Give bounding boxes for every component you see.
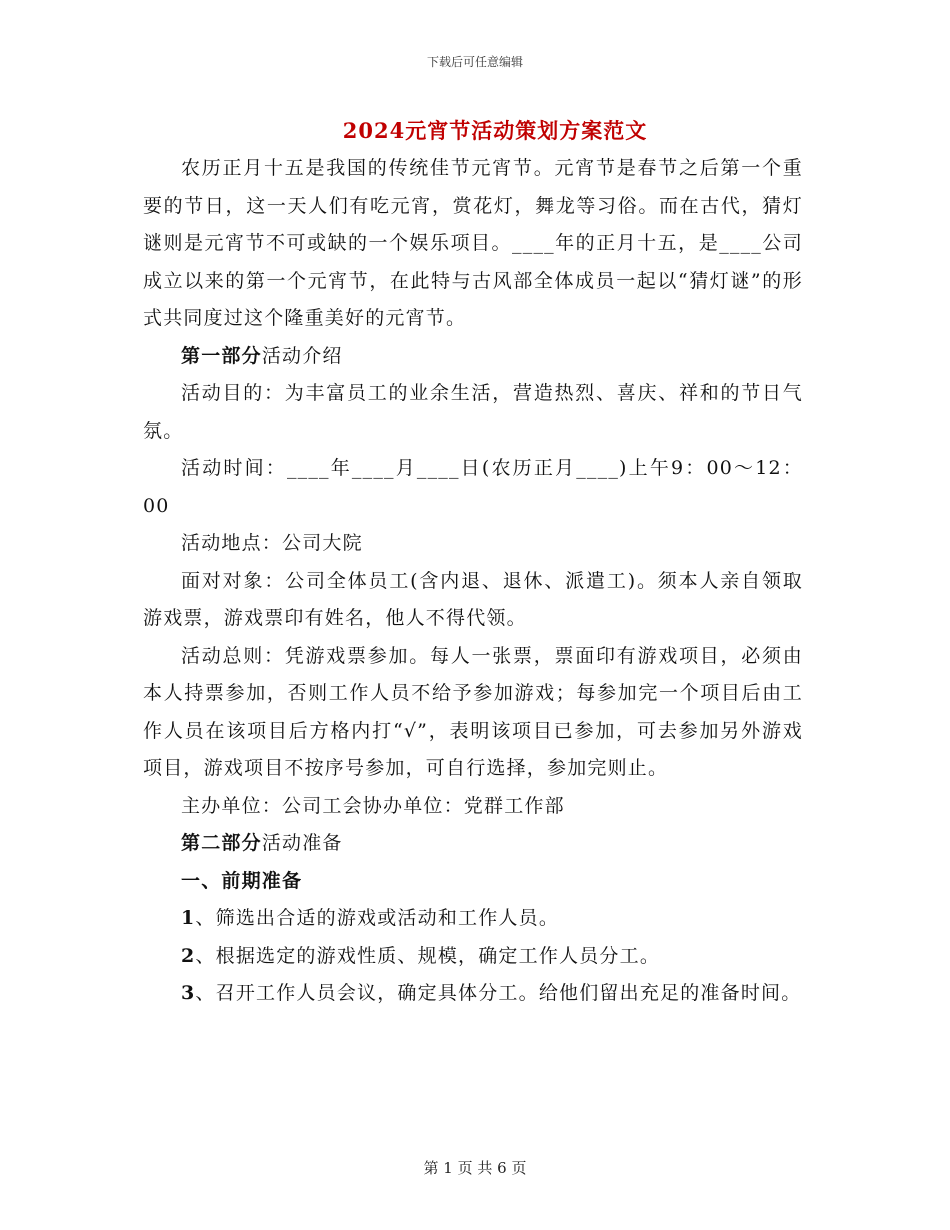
activity-purpose: 活动目的：为丰富员工的业余生活，营造热烈、喜庆、祥和的节日气氛。	[143, 382, 803, 442]
intro-paragraph: 农历正月十五是我国的传统佳节元宵节。元宵节是春节之后第一个重要的节日，这一天人们有吃元宵，赏花灯，舞龙等习俗。而在古代，猜灯谜则是元宵节不可或缺的一个娱乐项目。____年的正月十五，是____公司成立以来的第一个元宵节，在此特与古风部全体成员一起以“猜灯谜”的形式共同度过这个隆重美好的元宵节。	[143, 157, 803, 329]
list-item	[143, 938, 803, 976]
list-item-number: 3	[181, 982, 196, 1004]
list-item	[143, 900, 803, 938]
part-one-label: 第一部分	[181, 344, 262, 367]
part-one-title: 活动介绍	[261, 344, 343, 367]
activity-target: 面对对象：公司全体员工(含内退、退休、派遣工)。须本人亲自领取游戏票，游戏票印有姓名，他人不得代领。	[143, 569, 803, 629]
document-title: 2024元宵节活动策划方案范文	[342, 118, 648, 143]
page-number: 第 1 页 共 6 页	[423, 1159, 527, 1177]
part-two-label: 第二部分	[181, 832, 262, 854]
section-heading-preparation	[143, 863, 803, 901]
list-item-text: 、根据选定的游戏性质、规模，确定工作人员分工。	[195, 944, 661, 967]
part-two-title: 活动准备	[261, 832, 343, 854]
list-item-number: 1	[181, 907, 196, 929]
list-item-text: 、筛选出合适的游戏或活动和工作人员。	[195, 907, 560, 929]
list-item-number: 2	[181, 944, 196, 967]
page-header-note: 下载后可任意编辑	[426, 55, 523, 69]
list-item-text: 、召开工作人员会议，确定具体分工。给他们留出充足的准备时间。	[195, 982, 802, 1004]
activity-rules: 活动总则：凭游戏票参加。每人一张票，票面印有游戏项目，必须由本人持票参加，否则工作人员不给予参加游戏；每参加完一个项目后由工作人员在该项目后方格内打“√”，表明该项目已参加，可去参加另外游戏项目，游戏项目不按序号参加，可自行选择，参加完则止。	[143, 644, 803, 779]
list-item	[143, 975, 803, 1013]
document-body	[143, 150, 803, 1013]
section-one-label: 一、前期准备	[181, 869, 303, 892]
part-one-heading	[143, 338, 803, 376]
activity-host: 主办单位：公司工会协办单位：党群工作部	[181, 794, 565, 817]
activity-time: 活动时间：____年____月____日(农历正月____)上午9：00～12：00	[143, 457, 803, 517]
activity-place: 活动地点：公司大院	[181, 532, 363, 554]
part-two-heading	[143, 825, 803, 863]
